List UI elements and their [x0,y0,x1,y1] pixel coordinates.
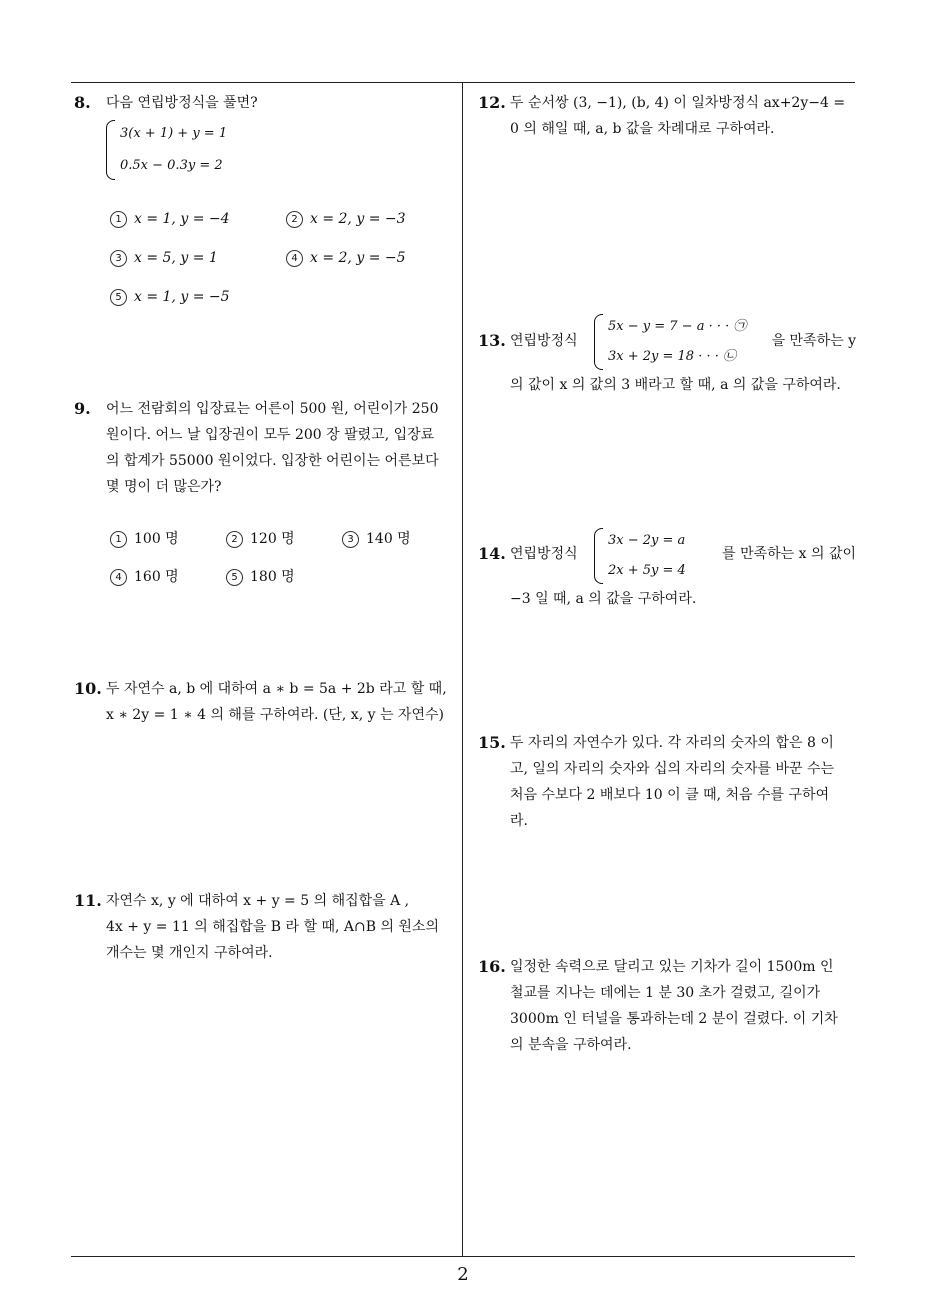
question-header [510,310,860,372]
choice-mark: 3 [110,250,127,267]
page-number: 2 [457,1264,469,1285]
equation-1: 3(x + 1) + y = 1 [120,126,228,141]
equation-system [594,312,768,372]
left-brace [594,314,603,370]
bottom-rule [71,1256,855,1257]
question-line: 4x + y = 11 의 해집합을 B 라 할 때, A∩B 의 원소의 [106,919,439,935]
question-line: −3 일 때, a 의 값을 구하여라. [510,591,697,607]
question-8 [74,90,456,326]
choice-mark: 2 [226,531,243,548]
question-number: 8. [74,93,91,112]
question-10 [74,676,456,728]
question-15 [478,730,860,834]
question-line: 자연수 x, y 에 대하여 x + y = 5 의 해집합을 A , [106,893,410,909]
question-number: 10. [74,679,102,698]
question-number: 14. [478,544,506,563]
question-14 [478,524,860,612]
choice-5[interactable]: 5 x = 1, y = −5 [110,284,230,310]
left-brace [106,120,115,180]
choice-mark: 4 [286,250,303,267]
question-line: 의 값이 x 의 값의 3 배라고 할 때, a 의 값을 구하여라. [510,377,841,393]
choice-4[interactable]: 4 x = 2, y = −5 [286,245,406,271]
question-line: 3000m 인 터널을 통과하는데 2 분이 걸렸다. 이 기차 [510,1011,838,1027]
equation-2: 3x + 2y = 18 · · · ㉡ [608,349,737,364]
choice-1[interactable]: 1 100 명 [110,526,179,552]
question-line: 몇 명이 더 많은가? [106,479,222,495]
question-line: 라. [510,813,528,829]
equation-2: 2x + 5y = 4 [608,563,686,578]
column-divider [462,82,463,1256]
question-number: 15. [478,733,506,752]
choice-4[interactable]: 4 160 명 [110,564,179,590]
question-line: 처음 수보다 2 배보다 10 이 클 때, 처음 수를 구하여 [510,787,830,803]
left-brace [594,528,603,584]
question-lead: 연립방정식 [510,546,578,562]
choice-2[interactable]: 2 120 명 [226,526,295,552]
question-13 [478,310,860,398]
answer-choices [106,206,456,326]
question-9 [74,396,456,596]
equation-system [106,118,320,182]
top-rule [71,82,855,83]
choice-2[interactable]: 2 x = 2, y = −3 [286,206,406,232]
choice-5[interactable]: 5 180 명 [226,564,295,590]
question-line: 두 순서쌍 (3, −1), (b, 4) 이 일차방정식 ax+2y−4 = [510,95,846,111]
question-lead: 연립방정식 [510,333,578,349]
question-line: 철교를 지나는 데에는 1 분 30 초가 걸렸고, 길이가 [510,985,821,1001]
question-number: 11. [74,891,102,910]
question-line: x ∗ 2y = 1 ∗ 4 의 해를 구하여라. (단, x, y 는 자연수) [106,707,444,723]
choice-mark: 2 [286,211,303,228]
question-header [510,524,860,586]
choice-mark: 5 [110,289,127,306]
question-number: 12. [478,93,506,112]
choice-1[interactable]: 1 x = 1, y = −4 [110,206,230,232]
choice-3[interactable]: 3 x = 5, y = 1 [110,245,218,271]
question-line: 원이다. 어느 날 입장권이 모두 200 장 팔렸고, 입장료 [106,427,435,443]
choice-mark: 4 [110,569,127,586]
question-line: 두 자리의 자연수가 있다. 각 자리의 숫자의 합은 8 이 [510,735,834,751]
choice-mark: 1 [110,531,127,548]
equation-2: 0.5x − 0.3y = 2 [120,158,223,173]
question-line: 0 의 해일 때, a, b 값을 차례대로 구하여라. [510,121,775,137]
question-number: 9. [74,399,91,418]
question-line: 의 분속을 구하여라. [510,1037,632,1053]
equation-1: 3x − 2y = a [608,533,686,548]
question-line: 의 합계가 55000 원이었다. 입장한 어린이는 어른보다 [106,453,439,469]
question-line: 두 자연수 a, b 에 대하여 a ∗ b = 5a + 2b 라고 할 때, [106,681,447,697]
question-number: 16. [478,957,506,976]
question-12 [478,90,860,142]
answer-choices [106,526,456,596]
question-line: 일정한 속력으로 달리고 있는 기차가 길이 1500m 인 [510,959,834,975]
choice-mark: 1 [110,211,127,228]
question-line: 고, 일의 자리의 숫자와 십의 자리의 숫자를 바꾼 수는 [510,761,835,777]
equation-system [594,526,718,586]
choice-3[interactable]: 3 140 명 [342,526,411,552]
choice-mark: 3 [342,531,359,548]
choice-mark: 5 [226,569,243,586]
equation-1: 5x − y = 7 − a · · · ㉠ [608,319,747,334]
question-11 [74,888,456,966]
question-line: 어느 전람회의 입장료는 어른이 500 원, 어린이가 250 [106,401,439,417]
question-text: 다음 연립방정식을 풀면? [106,95,258,111]
question-line: 개수는 몇 개인지 구하여라. [106,945,273,961]
question-16 [478,954,860,1058]
question-number: 13. [478,331,506,350]
question-tail: 를 만족하는 x 의 값이 [722,546,856,562]
question-tail: 을 만족하는 y [771,333,856,349]
